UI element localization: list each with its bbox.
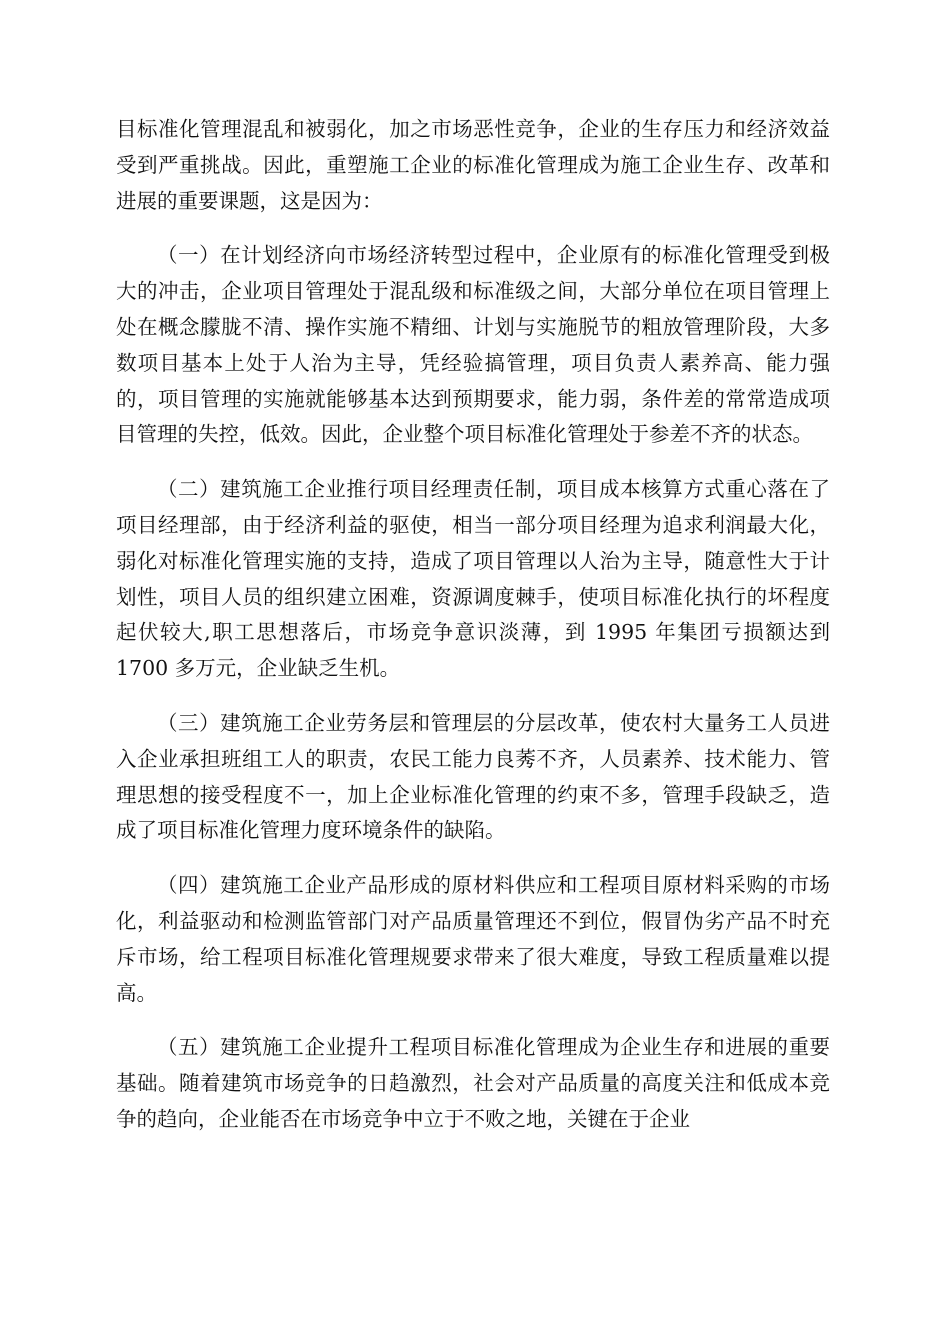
paragraph-point-4: （四）建筑施工企业产品形成的原材料供应和工程项目原材料采购的市场化，利益驱动和检测监管部门对产品质量管理还不到位，假冒伪劣产品不时充斥市场，给工程项目标准化管理规要求带来了很大难度，导致工程质量难以提高。 xyxy=(116,873,830,1005)
document-body xyxy=(116,112,830,1157)
paragraph-point-1: （一）在计划经济向市场经济转型过程中，企业原有的标准化管理受到极大的冲击，企业项目管理处于混乱级和标准级之间，大部分单位在项目管理上处在概念朦胧不清、操作实施不精细、计划与实施脱节的粗放管理阶段，大多数项目基本上处于人治为主导，凭经验搞管理，项目负责人素养高、能力强的，项目管理的实施就能够基本达到预期要求，能力弱，条件差的常常造成项目管理的失控，低效。因此，企业整个项目标准化管理处于参差不齐的状态。 xyxy=(116,243,830,447)
paragraph-point-5: （五）建筑施工企业提升工程项目标准化管理成为企业生存和进展的重要基础。随着建筑市场竞争的日趋激烈，社会对产品质量的高度关注和低成本竞争的趋向，企业能否在市场竞争中立于不败之地，关键在于企业 xyxy=(116,1035,830,1131)
paragraph-point-3: （三）建筑施工企业劳务层和管理层的分层改革，使农村大量务工人员进入企业承担班组工人的职责，农民工能力良莠不齐，人员素养、技术能力、管理思想的接受程度不一，加上企业标准化管理的约束不多，管理手段缺乏，造成了项目标准化管理力度环境条件的缺陷。 xyxy=(116,710,830,843)
paragraph-intro: 目标准化管理混乱和被弱化，加之市场恶性竞争，企业的生存压力和经济效益受到严重挑战。因此，重塑施工企业的标准化管理成为施工企业生存、改革和进展的重要课题，这是因为： xyxy=(116,117,830,213)
paragraph-point-2: （二）建筑施工企业推行项目经理责任制，项目成本核算方式重心落在了项目经理部，由于经济利益的驱使，相当一部分项目经理为追求利润最大化，弱化对标准化管理实施的支持，造成了项目管理以人治为主导，随意性大于计划性，项目人员的组织建立困难，资源调度棘手，使项目标准化执行的坏程度起伏较大,职工思想落后，市场竞争意识淡薄，到 1995 年集团亏损额达到 1700 多万元，企业缺乏生机。 xyxy=(116,477,830,681)
